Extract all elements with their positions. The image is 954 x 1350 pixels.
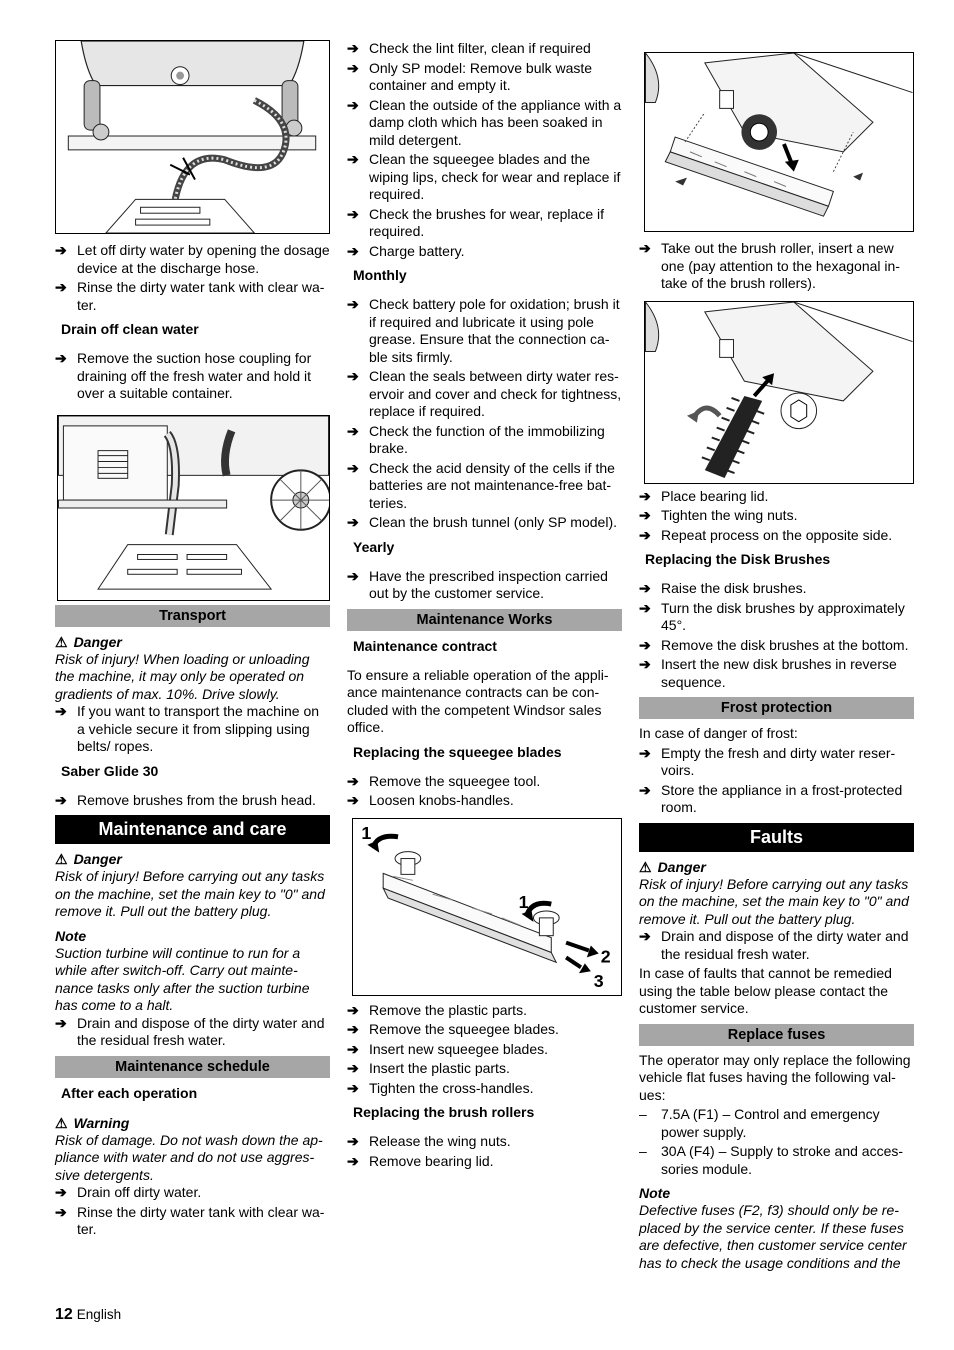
danger-text: Risk of injury! Before carrying out any tasks on the machine, set the main key to "0" and remove it. Pull out the battery plug. (55, 868, 325, 919)
subheading: Replacing the brush rollers (353, 1104, 535, 1120)
subheading: Maintenance contract (353, 637, 497, 654)
bearing-lid-illustration (645, 53, 913, 231)
list-item: ➔ Clean the seals between dirty water reservoir and cover and check for tightness, replace if required. (347, 368, 622, 419)
list-item: ➔ Raise the disk brushes. (639, 580, 807, 596)
figure-discharge-hose (55, 40, 330, 234)
section-header-maintenance-schedule: Maintenance schedule (55, 1056, 330, 1078)
list-item: – 30A (F4) – Supply to stroke and accessories module. (639, 1143, 904, 1177)
list-item: ➔ Tighten the cross-handles. (347, 1079, 534, 1096)
list-item: ➔ Clean the brush tunnel (only SP model). (347, 514, 617, 530)
figure-bearing-lid (644, 52, 914, 232)
list-item: ➔ Empty the fresh and dirty water reservoirs. (639, 744, 896, 778)
list-item: ➔ Remove the disk brushes at the bottom. (639, 636, 909, 653)
subheading: Replacing the Disk Brushes (645, 551, 831, 567)
list-item: ➔ Let off dirty water by opening the dosage device at the discharge hose. (55, 242, 330, 276)
list-item: ➔ If you want to transport the machine on a vehicle secure it from slipping using belts/ ropes. (55, 703, 320, 754)
figure-brush-roller (644, 301, 914, 484)
list-item: ➔ Check the lint filter, clean if required (347, 40, 591, 56)
note-heading: Note (639, 1185, 671, 1201)
warning-triangle-icon: ⚠ (639, 858, 652, 875)
danger-text: Risk of injury! When loading or unloading the machine, it may only be operated on gradients of max. 10%. Drive slowly. (55, 650, 310, 702)
figure-label: 1 (361, 822, 372, 843)
list-item: ➔ Check battery pole for oxidation; brush it if required and lubricate it using pole grease. Ensure that the connection cable sits firmly. (347, 296, 620, 365)
language-label: English (76, 1307, 122, 1322)
section-header-transport: Transport (55, 605, 330, 627)
danger-heading: ⚠ Danger (55, 851, 122, 867)
brush-roller-illustration (645, 302, 913, 483)
figure-suction-hose (57, 415, 330, 601)
list-item: ➔ Repeat process on the opposite side. (639, 526, 893, 543)
list-item: ➔ Turn the disk brushes by approximately 45°. (639, 599, 905, 633)
list-item: ➔ Rinse the dirty water tank with clear water. (55, 1203, 325, 1237)
list-item: ➔ Remove the suction hose coupling for draining off the fresh water and hold it over a suitable container. (55, 350, 312, 401)
figure-label: 2 (600, 945, 611, 966)
page-footer (55, 1306, 121, 1324)
danger-text: Risk of injury! Before carrying out any tasks on the machine, set the main key to "0" and remove it. Pull out the battery plug. (639, 875, 909, 927)
column-3 (639, 40, 914, 1272)
list-item: ➔ Clean the squeegee blades and the wiping lips, check for wear and replace if required. (347, 151, 621, 202)
list-item: ➔ Tighten the wing nuts. (639, 507, 798, 523)
subheading: Replacing the squeegee blades (353, 743, 562, 760)
page-number: 12 (55, 1306, 73, 1323)
squeegee-illustration (353, 819, 621, 995)
list-item: ➔ Check the brushes for wear, replace if required. (347, 205, 605, 239)
list-item: ➔ Release the wing nuts. (347, 1133, 511, 1149)
list-item: ➔ Remove brushes from the brush head. (55, 791, 316, 808)
paragraph: To ensure a reliable operation of the appliance maintenance contracts can be concluded with the competent Windsor sales office. (347, 666, 609, 735)
subheading: After each operation (61, 1084, 198, 1101)
list-item: ➔ Remove bearing lid. (347, 1152, 494, 1169)
list-item: ➔ Remove the plastic parts. (347, 1001, 527, 1018)
suction-hose-illustration (58, 416, 329, 600)
subheading: Drain off clean water (61, 321, 199, 337)
list-item: ➔ Charge battery. (347, 242, 465, 259)
warning-triangle-icon: ⚠ (55, 1114, 68, 1131)
list-item: ➔ Have the prescribed inspection carried out by the customer service. (347, 567, 608, 601)
list-item: ➔ Check the acid density of the cells if the batteries are not maintenance-free batteries. (347, 459, 615, 511)
list-item: ➔ Insert new squeegee blades. (347, 1040, 549, 1057)
figure-squeegee (352, 818, 622, 996)
list-item: ➔ Place bearing lid. (639, 487, 769, 504)
warning-text: Risk of damage. Do not wash down the appliance with water and do not use aggressive detergents. (55, 1131, 323, 1183)
list-item: ➔ Take out the brush roller, insert a new one (pay attention to the hexagonal intake of the brush rollers). (639, 240, 900, 291)
note-heading: Note (55, 927, 87, 944)
section-header-frost-protection: Frost protection (639, 697, 914, 719)
column-1 (55, 40, 330, 1241)
list-item: ➔ Store the appliance in a frost-protected room. (639, 781, 903, 815)
list-item: ➔ Drain and dispose of the dirty water and the residual fresh water. (55, 1014, 325, 1048)
list-item: ➔ Drain off dirty water. (55, 1184, 202, 1200)
subheading: Yearly (353, 538, 395, 555)
paragraph: In case of faults that cannot be remedied using the table below please contact the customer service. (639, 965, 892, 1016)
section-header-replace-fuses: Replace fuses (639, 1024, 914, 1046)
list-item: ➔ Rinse the dirty water tank with clear water. (55, 279, 325, 313)
list-item: ➔ Insert the new disk brushes in reverse sequence. (639, 656, 897, 690)
list-item: ➔ Clean the outside of the appliance with a damp cloth which has been soaked in mild detergent. (347, 96, 622, 148)
subheading: Monthly (353, 267, 407, 283)
section-header-maintenance-works: Maintenance Works (347, 609, 622, 631)
list-item: ➔ Loosen knobs-handles. (347, 792, 514, 808)
column-2 (347, 40, 622, 1172)
list-item: ➔ Drain and dispose of the dirty water and the residual fresh water. (639, 928, 909, 962)
section-header-faults: Faults (639, 823, 914, 852)
warning-triangle-icon: ⚠ (55, 633, 68, 650)
note-text: Defective fuses (F2, f3) should only be replaced by the service center. If these fuses are defective, then customer service center has to check the usage conditions and the (639, 1202, 907, 1271)
subheading: Saber Glide 30 (61, 762, 159, 779)
note-text: Suction turbine will continue to run for a while after switch-off. Carry out maintenance tasks only after the suction turbine has come to a halt. (55, 944, 310, 1013)
danger-heading: ⚠ Danger (55, 633, 122, 650)
danger-heading: ⚠ Danger (639, 858, 706, 875)
warning-triangle-icon: ⚠ (55, 851, 68, 867)
list-item: ➔ Only SP model: Remove bulk waste container and empty it. (347, 59, 593, 93)
list-item: – 7.5A (F1) – Control and emergency power supply. (639, 1106, 880, 1140)
section-header-maintenance-care: Maintenance and care (55, 815, 330, 844)
list-item: ➔ Remove the squeegee blades. (347, 1021, 559, 1037)
figure-label: 1 (518, 891, 529, 912)
paragraph: In case of danger of frost: (639, 725, 798, 741)
warning-heading: ⚠ Warning (55, 1114, 130, 1131)
list-item: ➔ Remove the squeegee tool. (347, 772, 541, 789)
list-item: ➔ Check the function of the immobilizing brake. (347, 422, 605, 456)
discharge-hose-illustration (56, 41, 329, 233)
paragraph: The operator may only replace the following vehicle flat fuses having the following values: (639, 1051, 911, 1103)
figure-label: 3 (593, 970, 604, 991)
list-item: ➔ Insert the plastic parts. (347, 1060, 510, 1076)
